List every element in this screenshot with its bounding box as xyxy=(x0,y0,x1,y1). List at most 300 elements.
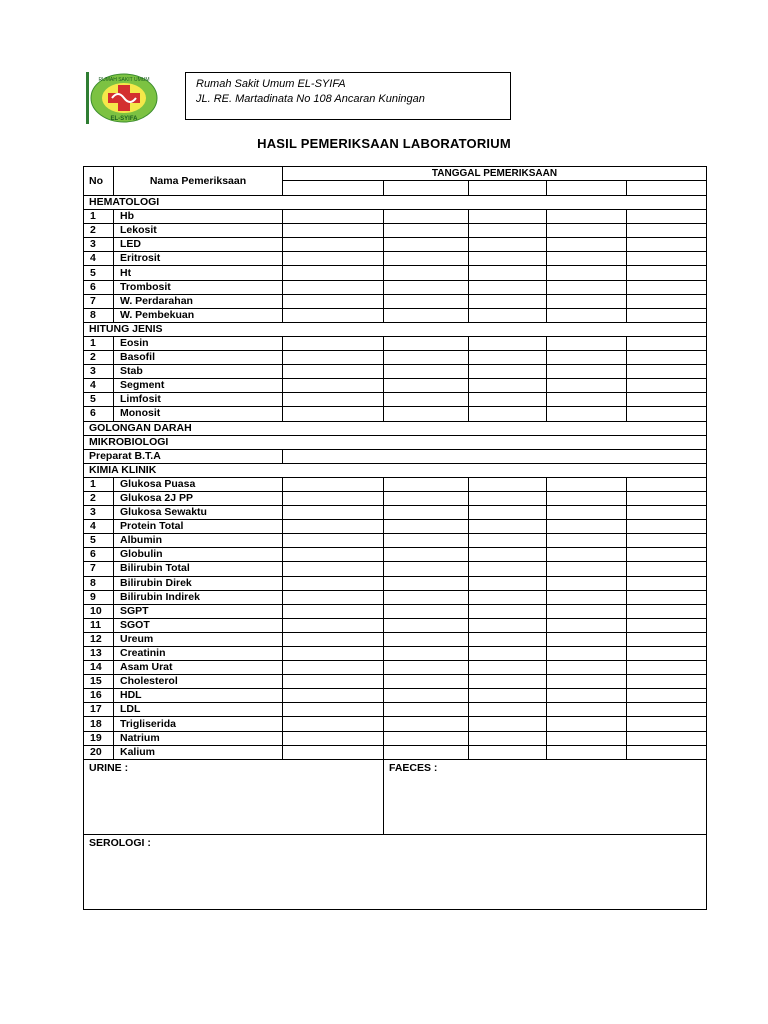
row-number: 6 xyxy=(84,548,114,562)
result-cell[interactable] xyxy=(283,252,384,266)
exam-name: W. Pembekuan xyxy=(114,308,283,322)
result-cell[interactable] xyxy=(627,647,707,661)
table-row xyxy=(84,675,707,689)
row-number: 3 xyxy=(84,365,114,379)
result-cell[interactable] xyxy=(283,477,384,491)
result-cell[interactable] xyxy=(283,308,384,322)
result-cell[interactable] xyxy=(469,294,547,308)
result-cell[interactable] xyxy=(469,393,547,407)
result-cell[interactable] xyxy=(283,576,384,590)
table-row xyxy=(84,647,707,661)
date-cell[interactable] xyxy=(283,181,384,196)
result-cell[interactable] xyxy=(547,675,627,689)
result-cell[interactable] xyxy=(283,351,384,365)
result-cell[interactable] xyxy=(384,632,469,646)
result-cell[interactable] xyxy=(283,520,384,534)
result-cell[interactable] xyxy=(469,477,547,491)
table-row xyxy=(84,506,707,520)
table-row xyxy=(84,238,707,252)
result-cell[interactable] xyxy=(469,308,547,322)
row-number: 5 xyxy=(84,534,114,548)
result-cell[interactable] xyxy=(469,548,547,562)
result-cell[interactable] xyxy=(469,632,547,646)
result-cell[interactable] xyxy=(627,266,707,280)
exam-name: Bilirubin Indirek xyxy=(114,590,283,604)
result-cell[interactable] xyxy=(283,632,384,646)
result-cell[interactable] xyxy=(627,280,707,294)
section-title: HEMATOLOGI xyxy=(84,196,707,210)
table-row xyxy=(84,393,707,407)
serologi-box[interactable] xyxy=(84,834,707,909)
hospital-name: Rumah Sakit Umum EL-SYIFA xyxy=(196,78,346,90)
exam-name: Glukosa Sewaktu xyxy=(114,506,283,520)
result-cell[interactable] xyxy=(469,224,547,238)
result-cell[interactable] xyxy=(547,477,627,491)
row-number: 19 xyxy=(84,731,114,745)
urine-box[interactable] xyxy=(84,759,384,834)
section-title: HITUNG JENIS xyxy=(84,322,707,336)
result-cell[interactable] xyxy=(547,534,627,548)
row-number: 17 xyxy=(84,703,114,717)
row-number: 13 xyxy=(84,647,114,661)
exam-name: Protein Total xyxy=(114,520,283,534)
section-title: GOLONGAN DARAH xyxy=(84,421,707,435)
table-row xyxy=(84,745,707,759)
result-cell[interactable] xyxy=(283,393,384,407)
result-cell[interactable] xyxy=(547,294,627,308)
result-cell[interactable] xyxy=(547,365,627,379)
result-cell[interactable] xyxy=(384,252,469,266)
result-cell[interactable] xyxy=(469,745,547,759)
exam-name: Lekosit xyxy=(114,224,283,238)
date-cell[interactable] xyxy=(547,181,627,196)
result-cell[interactable] xyxy=(627,576,707,590)
exam-name: Creatinin xyxy=(114,647,283,661)
exam-name: Bilirubin Total xyxy=(114,562,283,576)
result-cell[interactable] xyxy=(547,491,627,505)
result-cell[interactable] xyxy=(627,534,707,548)
result-cell[interactable] xyxy=(469,238,547,252)
row-number: 3 xyxy=(84,238,114,252)
exam-name: W. Perdarahan xyxy=(114,294,283,308)
exam-name: Eritrosit xyxy=(114,252,283,266)
result-cell[interactable] xyxy=(627,351,707,365)
result-cell[interactable] xyxy=(283,548,384,562)
result-cell[interactable] xyxy=(547,717,627,731)
result-cell[interactable] xyxy=(469,351,547,365)
result-cell[interactable] xyxy=(547,210,627,224)
result-cell[interactable] xyxy=(283,661,384,675)
exam-name: Stab xyxy=(114,365,283,379)
row-number: 9 xyxy=(84,590,114,604)
row-number: 6 xyxy=(84,407,114,421)
result-cell[interactable] xyxy=(384,477,469,491)
result-cell[interactable] xyxy=(469,717,547,731)
exam-name: Ureum xyxy=(114,632,283,646)
table-row xyxy=(84,618,707,632)
section-row xyxy=(84,421,707,435)
result-cell[interactable] xyxy=(384,548,469,562)
result-cell[interactable] xyxy=(547,336,627,350)
result-cell[interactable] xyxy=(384,576,469,590)
result-cell[interactable] xyxy=(469,534,547,548)
result-cell[interactable] xyxy=(469,520,547,534)
exam-name: Limfosit xyxy=(114,393,283,407)
result-cell[interactable] xyxy=(547,661,627,675)
result-cell[interactable] xyxy=(627,745,707,759)
table-row xyxy=(84,661,707,675)
result-cell[interactable] xyxy=(469,618,547,632)
result-cell[interactable] xyxy=(627,717,707,731)
result-cell[interactable] xyxy=(384,210,469,224)
table-row xyxy=(84,562,707,576)
result-cell[interactable] xyxy=(384,238,469,252)
result-cell[interactable] xyxy=(627,661,707,675)
result-cell[interactable] xyxy=(469,491,547,505)
table-row xyxy=(84,351,707,365)
row-number: 15 xyxy=(84,675,114,689)
result-cell[interactable] xyxy=(384,661,469,675)
exam-name: Globulin xyxy=(114,548,283,562)
result-cell[interactable] xyxy=(627,210,707,224)
table-row xyxy=(84,548,707,562)
result-cell[interactable] xyxy=(283,294,384,308)
table-row xyxy=(84,210,707,224)
result-cell[interactable] xyxy=(547,266,627,280)
result-cell[interactable] xyxy=(627,294,707,308)
exam-name: SGOT xyxy=(114,618,283,632)
result-cell[interactable] xyxy=(384,745,469,759)
exam-name: Asam Urat xyxy=(114,661,283,675)
exam-name: Trigliserida xyxy=(114,717,283,731)
result-cell[interactable] xyxy=(469,590,547,604)
header-date: TANGGAL PEMERIKSAAN xyxy=(283,167,707,181)
result-cell[interactable] xyxy=(283,365,384,379)
faeces-label: FAECES : xyxy=(389,761,438,774)
result-cell[interactable] xyxy=(547,351,627,365)
result-cell[interactable] xyxy=(384,294,469,308)
result-cell[interactable] xyxy=(469,210,547,224)
result-cell[interactable] xyxy=(384,703,469,717)
faeces-box[interactable] xyxy=(384,759,707,834)
result-cell[interactable] xyxy=(283,379,384,393)
hospital-address: JL. RE. Martadinata No 108 Ancaran Kuningan xyxy=(196,93,425,105)
table-row xyxy=(84,308,707,322)
table-row xyxy=(84,703,707,717)
exam-name: LDL xyxy=(114,703,283,717)
result-cell[interactable] xyxy=(469,675,547,689)
exam-name: Glukosa 2J PP xyxy=(114,491,283,505)
result-cell[interactable] xyxy=(547,280,627,294)
section-title: KIMIA KLINIK xyxy=(84,463,707,477)
exam-name: Basofil xyxy=(114,351,283,365)
result-cell[interactable] xyxy=(627,506,707,520)
result-cell[interactable] xyxy=(627,632,707,646)
result-cell[interactable] xyxy=(627,308,707,322)
result-cell[interactable] xyxy=(384,689,469,703)
result-cell[interactable] xyxy=(283,717,384,731)
row-number: 2 xyxy=(84,491,114,505)
exam-name: Kalium xyxy=(114,745,283,759)
result-cell[interactable] xyxy=(469,576,547,590)
result-cell[interactable] xyxy=(384,224,469,238)
result-cell[interactable] xyxy=(283,745,384,759)
exam-name: Bilirubin Direk xyxy=(114,576,283,590)
result-cell[interactable] xyxy=(384,731,469,745)
result-cell[interactable] xyxy=(384,675,469,689)
result-cell[interactable] xyxy=(469,731,547,745)
lab-results-table xyxy=(83,166,707,910)
result-cell[interactable] xyxy=(469,703,547,717)
result-cell[interactable] xyxy=(283,224,384,238)
row-number: 1 xyxy=(84,210,114,224)
table-row xyxy=(84,491,707,505)
exam-name: Segment xyxy=(114,379,283,393)
result-cell[interactable] xyxy=(469,379,547,393)
result-cell[interactable] xyxy=(547,520,627,534)
row-number: 6 xyxy=(84,280,114,294)
result-cell[interactable] xyxy=(469,365,547,379)
exam-name: Natrium xyxy=(114,731,283,745)
result-cell[interactable] xyxy=(469,252,547,266)
result-cell[interactable] xyxy=(283,562,384,576)
result-cell[interactable] xyxy=(384,393,469,407)
result-cell[interactable] xyxy=(283,618,384,632)
result-cell[interactable] xyxy=(547,632,627,646)
result-cell[interactable] xyxy=(547,308,627,322)
result-cell[interactable] xyxy=(384,379,469,393)
result-cell[interactable] xyxy=(469,647,547,661)
result-cell[interactable] xyxy=(384,506,469,520)
result-cell[interactable] xyxy=(469,689,547,703)
row-number: 4 xyxy=(84,520,114,534)
result-cell[interactable] xyxy=(547,379,627,393)
result-cell[interactable] xyxy=(547,393,627,407)
section-title: Preparat B.T.A xyxy=(84,449,283,463)
row-number: 5 xyxy=(84,266,114,280)
serologi-label: SEROLOGI : xyxy=(89,836,151,849)
result-cell[interactable] xyxy=(384,308,469,322)
table-row xyxy=(84,407,707,421)
result-cell[interactable] xyxy=(469,661,547,675)
row-number: 14 xyxy=(84,661,114,675)
result-cell[interactable] xyxy=(627,731,707,745)
result-cell[interactable] xyxy=(627,604,707,618)
result-cell[interactable] xyxy=(283,689,384,703)
result-cell[interactable] xyxy=(469,562,547,576)
result-cell[interactable] xyxy=(627,491,707,505)
row-number: 16 xyxy=(84,689,114,703)
result-cell[interactable] xyxy=(384,717,469,731)
result-cell[interactable] xyxy=(283,534,384,548)
row-number: 1 xyxy=(84,336,114,350)
table-row xyxy=(84,294,707,308)
result-cell[interactable] xyxy=(283,266,384,280)
row-number: 18 xyxy=(84,717,114,731)
result-cell[interactable] xyxy=(469,506,547,520)
result-cell[interactable] xyxy=(627,520,707,534)
result-cell[interactable] xyxy=(384,407,469,421)
result-cell[interactable] xyxy=(384,491,469,505)
table-row xyxy=(84,604,707,618)
result-cell[interactable] xyxy=(469,604,547,618)
exam-name: Hb xyxy=(114,210,283,224)
result-cell[interactable] xyxy=(547,407,627,421)
table-row xyxy=(84,731,707,745)
exam-name: Cholesterol xyxy=(114,675,283,689)
result-cell[interactable] xyxy=(627,407,707,421)
result-cell[interactable] xyxy=(283,407,384,421)
result-cell[interactable] xyxy=(547,506,627,520)
table-row xyxy=(84,717,707,731)
result-cell[interactable] xyxy=(547,689,627,703)
urine-faeces-row xyxy=(84,759,707,834)
table-row xyxy=(84,689,707,703)
result-cell[interactable] xyxy=(283,238,384,252)
exam-name: Ht xyxy=(114,266,283,280)
result-cell[interactable] xyxy=(627,238,707,252)
table-row xyxy=(84,632,707,646)
result-cell[interactable] xyxy=(283,647,384,661)
row-number: 2 xyxy=(84,351,114,365)
result-cell[interactable] xyxy=(627,252,707,266)
result-cell[interactable] xyxy=(384,562,469,576)
serologi-row xyxy=(84,834,707,909)
row-number: 8 xyxy=(84,576,114,590)
result-cell[interactable] xyxy=(547,562,627,576)
result-cell[interactable] xyxy=(547,548,627,562)
result-cell[interactable] xyxy=(627,393,707,407)
document-title: HASIL PEMERIKSAAN LABORATORIUM xyxy=(257,136,511,151)
result-cell[interactable] xyxy=(384,266,469,280)
result-cell[interactable] xyxy=(627,224,707,238)
result-cell[interactable] xyxy=(384,280,469,294)
result-cell[interactable] xyxy=(283,280,384,294)
section-row xyxy=(84,449,707,463)
result-cell[interactable] xyxy=(283,604,384,618)
result-cell[interactable] xyxy=(384,534,469,548)
row-number: 10 xyxy=(84,604,114,618)
result-cell[interactable] xyxy=(627,675,707,689)
result-cell[interactable] xyxy=(547,252,627,266)
result-cell[interactable] xyxy=(283,336,384,350)
exam-name: SGPT xyxy=(114,604,283,618)
section-row xyxy=(84,463,707,477)
result-cell[interactable] xyxy=(547,647,627,661)
result-cell[interactable] xyxy=(627,477,707,491)
row-number: 5 xyxy=(84,393,114,407)
table-row xyxy=(84,365,707,379)
result-cell[interactable] xyxy=(627,365,707,379)
result-cell[interactable] xyxy=(469,336,547,350)
date-cell[interactable] xyxy=(384,181,469,196)
result-cell[interactable] xyxy=(384,647,469,661)
result-cell[interactable] xyxy=(547,576,627,590)
row-number: 3 xyxy=(84,506,114,520)
result-cell[interactable] xyxy=(627,703,707,717)
result-cell[interactable] xyxy=(283,703,384,717)
date-cell[interactable] xyxy=(627,181,707,196)
result-cell[interactable] xyxy=(384,618,469,632)
result-cell[interactable] xyxy=(627,689,707,703)
section-row xyxy=(84,322,707,336)
result-cell[interactable] xyxy=(384,520,469,534)
result-cell[interactable] xyxy=(547,745,627,759)
result-cell[interactable] xyxy=(627,548,707,562)
row-number: 7 xyxy=(84,562,114,576)
result-cell[interactable] xyxy=(469,407,547,421)
result-cell[interactable] xyxy=(283,731,384,745)
table-row xyxy=(84,379,707,393)
result-cell[interactable] xyxy=(384,590,469,604)
logo-top-text: RUMAH SAKIT UMUM xyxy=(98,77,150,83)
table-row xyxy=(84,576,707,590)
section-row xyxy=(84,196,707,210)
result-cell[interactable] xyxy=(627,618,707,632)
table-row xyxy=(84,534,707,548)
exam-name: Trombosit xyxy=(114,280,283,294)
result-cell[interactable] xyxy=(547,238,627,252)
row-number: 7 xyxy=(84,294,114,308)
row-number: 20 xyxy=(84,745,114,759)
result-cell[interactable] xyxy=(627,336,707,350)
header-no: No xyxy=(84,167,114,196)
result-cell[interactable] xyxy=(283,210,384,224)
row-number: 4 xyxy=(84,379,114,393)
result-cell[interactable] xyxy=(384,365,469,379)
table-row xyxy=(84,590,707,604)
header-name: Nama Pemeriksaan xyxy=(114,167,283,196)
row-number: 8 xyxy=(84,308,114,322)
row-number: 1 xyxy=(84,477,114,491)
result-cell[interactable] xyxy=(547,590,627,604)
result-cell[interactable] xyxy=(384,351,469,365)
logo-bottom-text: EL-SYIFA xyxy=(110,116,138,122)
result-cell[interactable] xyxy=(627,562,707,576)
urine-label: URINE : xyxy=(89,761,129,774)
result-cell[interactable] xyxy=(283,675,384,689)
result-cell[interactable] xyxy=(283,590,384,604)
result-cell[interactable] xyxy=(627,590,707,604)
result-cell[interactable] xyxy=(469,266,547,280)
result-cell[interactable] xyxy=(627,379,707,393)
result-cell[interactable] xyxy=(283,449,707,463)
result-cell[interactable] xyxy=(547,224,627,238)
date-cell[interactable] xyxy=(469,181,547,196)
result-cell[interactable] xyxy=(384,604,469,618)
row-number: 4 xyxy=(84,252,114,266)
table-row xyxy=(84,336,707,350)
exam-name: Glukosa Puasa xyxy=(114,477,283,491)
result-cell[interactable] xyxy=(547,604,627,618)
result-cell[interactable] xyxy=(547,618,627,632)
table-row xyxy=(84,224,707,238)
exam-name: Albumin xyxy=(114,534,283,548)
result-cell[interactable] xyxy=(469,280,547,294)
result-cell[interactable] xyxy=(547,703,627,717)
section-row xyxy=(84,435,707,449)
result-cell[interactable] xyxy=(283,506,384,520)
hospital-info-box xyxy=(185,72,511,120)
table-row xyxy=(84,266,707,280)
exam-name: Eosin xyxy=(114,336,283,350)
result-cell[interactable] xyxy=(283,491,384,505)
hospital-logo xyxy=(86,72,160,124)
result-cell[interactable] xyxy=(384,336,469,350)
table-header-row xyxy=(84,167,707,181)
result-cell[interactable] xyxy=(547,731,627,745)
table-row xyxy=(84,280,707,294)
